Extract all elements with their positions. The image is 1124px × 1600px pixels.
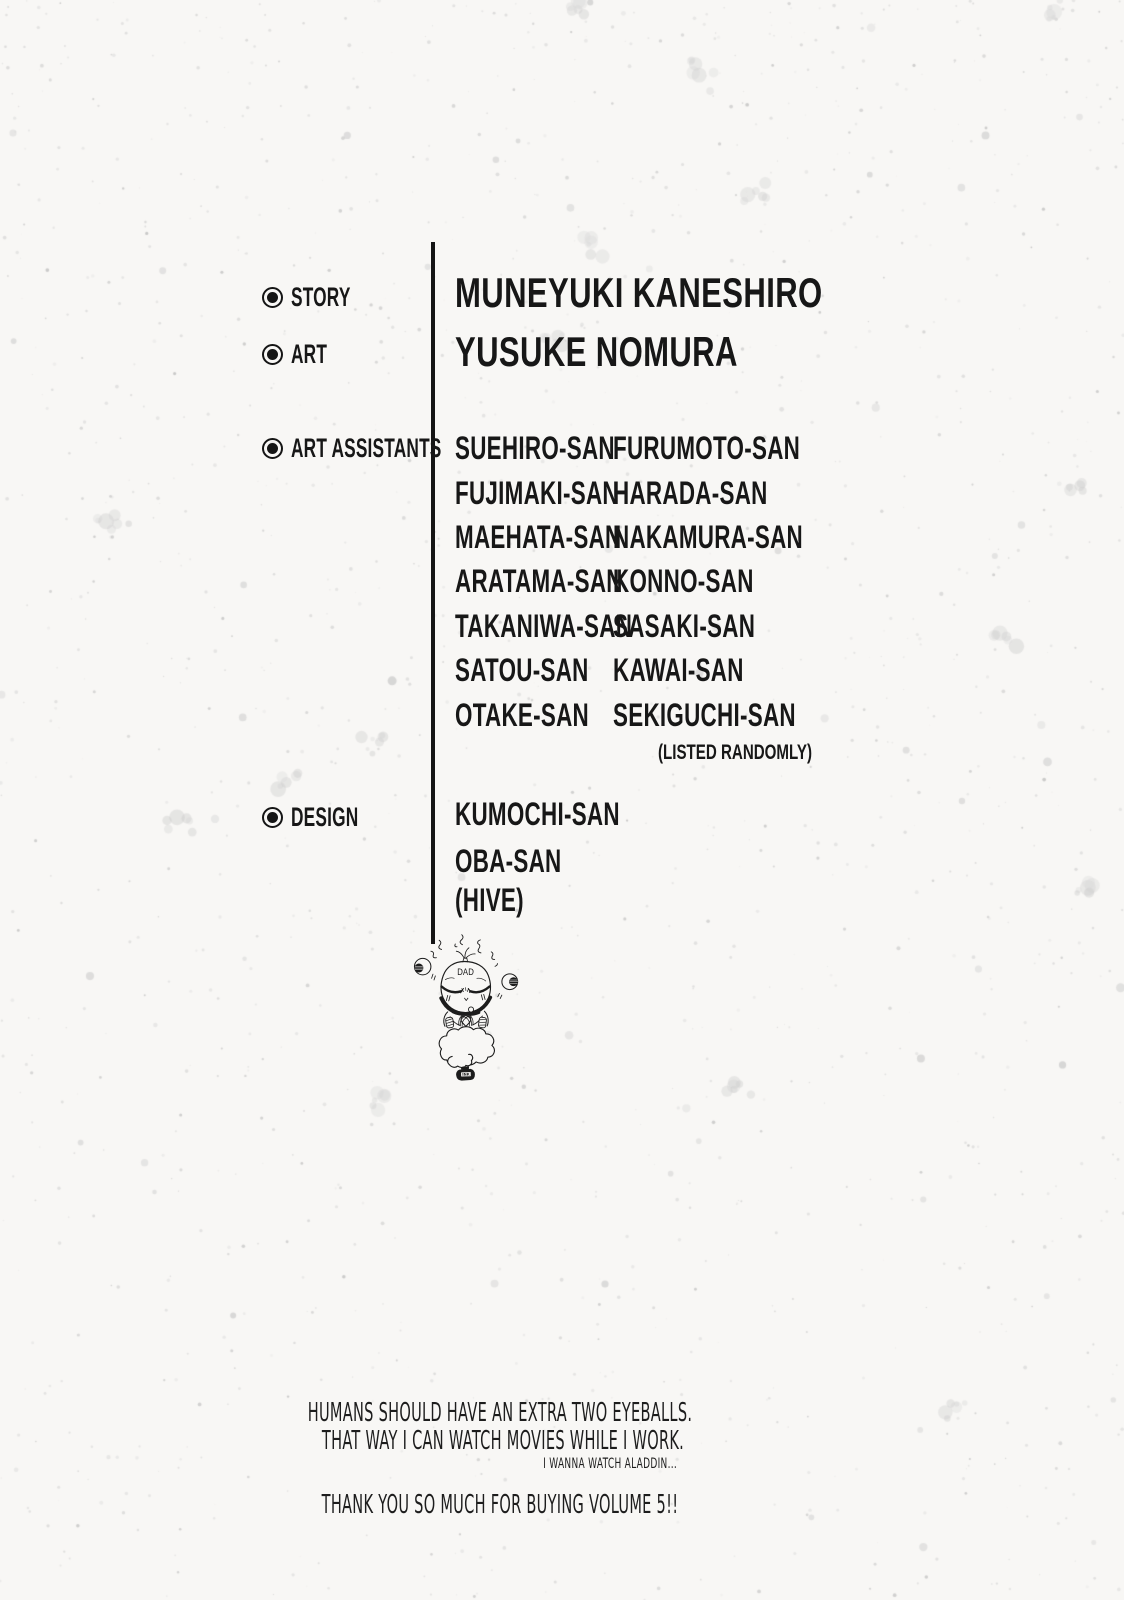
assistant-name: SEKIGUCHI-SAN <box>613 696 796 733</box>
footer-joke-line-1: HUMANS SHOULD HAVE AN EXTRA TWO EYEBALLS. <box>307 1398 693 1428</box>
art-assistants-list <box>455 426 884 737</box>
design-name: OBA-SAN <box>455 843 562 879</box>
story-author-name: MUNEYUKI KANESHIRO <box>455 269 823 316</box>
assistant-name: KONNO-SAN <box>613 563 754 600</box>
heart-hands-icon <box>459 1015 473 1027</box>
record-bullet-icon <box>262 344 283 365</box>
assistant-name: SUEHIRO-SAN <box>455 430 615 467</box>
assistant-name: FURUMOTO-SAN <box>613 430 801 467</box>
left-eyeball-icon <box>414 958 435 980</box>
assistants-note: (LISTED RANDOMLY) <box>658 741 813 764</box>
assistant-name: NAKAMURA-SAN <box>613 518 804 555</box>
ink-bottle-icon <box>456 1066 474 1080</box>
assistant-name: ARATAMA-SAN <box>455 563 623 600</box>
credit-label-design <box>262 802 396 832</box>
assistant-name: SATOU-SAN <box>455 652 589 689</box>
assistant-name: SASAKI-SAN <box>613 607 756 644</box>
assistant-name: KAWAI-SAN <box>613 652 744 689</box>
smoke-cloud-icon <box>439 1027 494 1071</box>
record-bullet-icon <box>262 287 283 308</box>
footer-thanks-message: THANK YOU SO MUCH FOR BUYING VOLUME 5!! <box>321 1490 679 1520</box>
assistant-name: OTAKE-SAN <box>455 696 590 733</box>
footer-aladdin-note: I WANNA WATCH ALADDIN... <box>543 1456 677 1472</box>
assistant-name: TAKANIWA-SAN <box>455 607 633 644</box>
design-name: KUMOCHI-SAN <box>455 796 620 832</box>
right-eyeball-icon <box>498 974 518 999</box>
genie-dad-illustration <box>330 920 730 1400</box>
assistant-name: FUJIMAKI-SAN <box>455 474 619 511</box>
footer-joke-line-2: THAT WAY I CAN WATCH MOVIES WHILE I WORK. <box>321 1426 685 1456</box>
credit-label-art <box>262 339 347 369</box>
dad-forehead-text: DAD <box>457 966 474 978</box>
design-name: (HIVE) <box>455 882 524 918</box>
credits-divider-line <box>431 242 435 944</box>
credit-label-story <box>262 282 384 312</box>
ink-bottle-label: INK <box>462 1072 470 1077</box>
hair-tuft-icon <box>456 948 475 962</box>
assistant-name: HARADA-SAN <box>613 474 768 511</box>
record-bullet-icon <box>262 807 283 828</box>
credit-label-text: ART ASSISTANTS <box>291 433 442 463</box>
dad-head <box>441 948 490 1015</box>
credit-label-text: STORY <box>291 282 351 312</box>
record-bullet-icon <box>262 438 283 459</box>
credit-label-text: DESIGN <box>291 802 359 832</box>
credit-label-text: ART <box>291 339 328 369</box>
art-author-name: YUSUKE NOMURA <box>455 328 738 375</box>
assistant-name: MAEHATA-SAN <box>455 518 622 555</box>
